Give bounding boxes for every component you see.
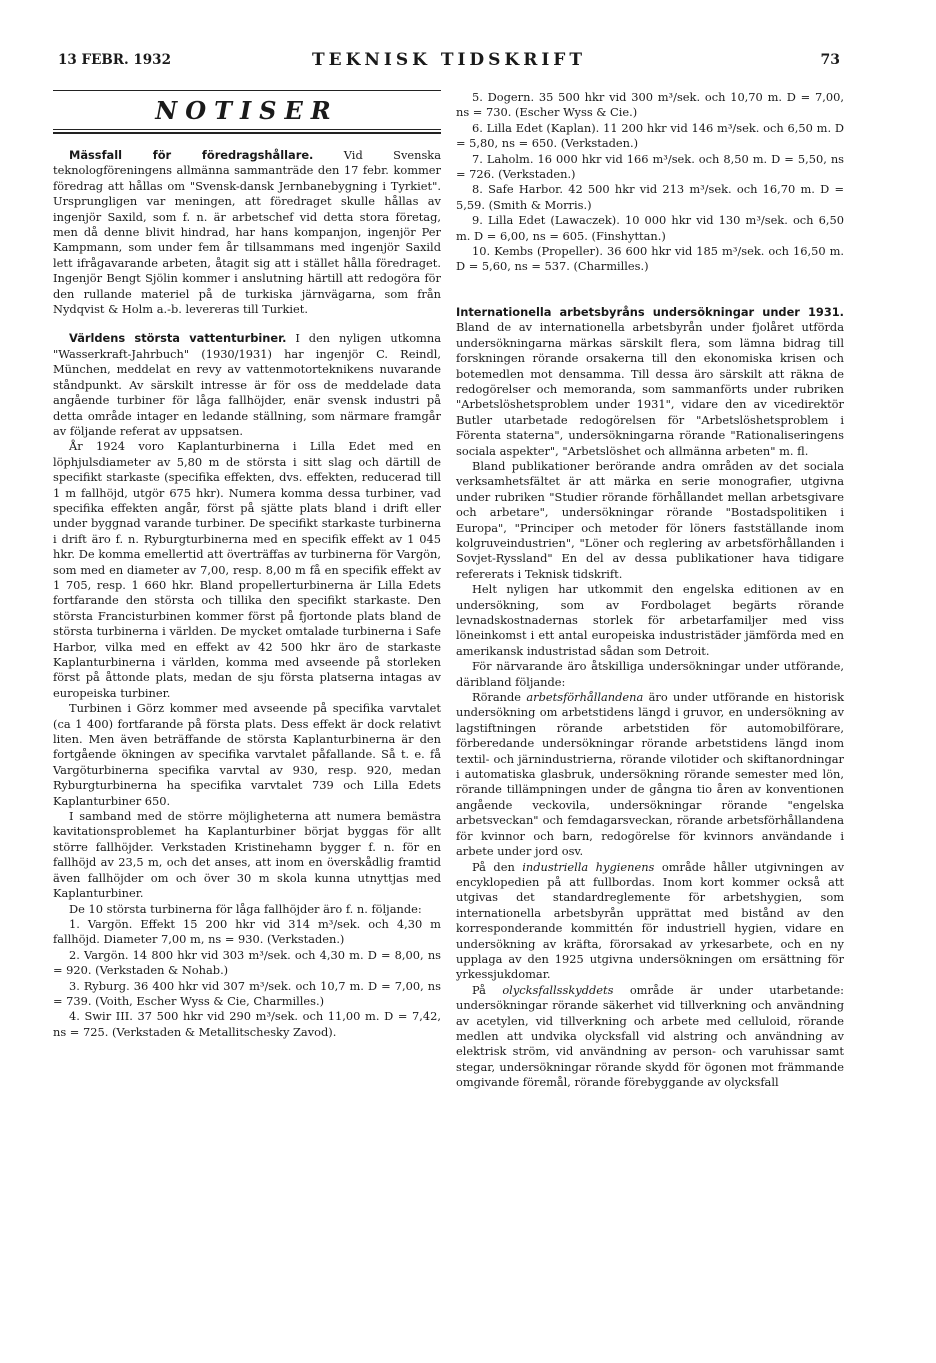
emphasis: olycksfallsskyddets bbox=[502, 982, 614, 997]
page-number: 73 bbox=[820, 52, 840, 68]
turbine-list-continued bbox=[456, 90, 844, 275]
paragraph bbox=[456, 860, 844, 983]
article-intro: I den nyligen utkomna "Wasserkraft-Jahrbuch" (1930/1931) har ingenjör C. Reindl, München, meddelat en revy av vattenmotorteknikens nuvarande ståndpunkt. Av särskilt intresse är för oss de meddelade data angående turbiner för låga fallhöjder, enär svensk industri på detta område intager en ledande ställning, som närmare framgår av följande referat av uppsatsen. bbox=[53, 331, 441, 438]
section-title: NOTISER bbox=[155, 96, 339, 125]
article-body: Bland de av internationella arbetsbyrån under fjolåret utförda undersökningarna märkas särskilt flera, som lämna bidrag till forskningen rörande orsakerna till den ekonomiska krisen och botemedlen mot densamma. Till dessa äro särskilt att räkna de redogörelser och memoranda, som sammanförts under rubriken "Arbetslöshetsproblem under 1931", vidare den av vicedirektör Butler utarbetade redogörelsen för "Arbetslöshetsproblem i Förenta staterna", undersökningarna rörande "Rationaliseringens sociala aspekter", "Arbetslöshet och allmänna arbeten" m. fl. bbox=[456, 320, 844, 458]
emphasis: arbetsförhållandena bbox=[526, 690, 644, 705]
turbine-list-item: 8. Safe Harbor. 42 500 hkr vid 213 m³/sek. och 16,70 m. D = 5,59. (Smith & Morris.) bbox=[456, 182, 844, 212]
paragraph: År 1924 voro Kaplanturbinerna i Lilla Edet med en löphjulsdiameter av 5,80 m de största i sitt slag och därtill de specifikt starkaste (specifika effekten, dvs. effekten, reducerad till 1 m fallhöjd, utgör 675 hkr). Numera komma dessa turbiner, vad specifika effekten angår, först på sjätte plats bland i drift eller under byggnad varande turbiner. De specifikt starkaste turbinerna i drift äro f. n. Ryburgturbinerna med en specifik effekt av 1 045 hkr. De komma emellertid att överträffas av turbinerna för Vargön, som med en diameter av 7,00, resp. 8,00 m få en specifik effekt av 1 705, resp. 1 660 hkr. Bland propellerturbinerna är Lilla Edets fortfarande den största och tillika den specifikt starkaste. Den största Francisturbinen kommer först på fjortonde plats bland de största turbinerna i världen. De mycket omtalade turbinerna i Safe Harbor, vilka med en effekt av 42 500 hkr äro de starkaste Kaplanturbinerna i världen, komma med avseende på storleken först på åttonde plats, medan de sju första platserna intagas av europeiska turbiner. bbox=[53, 439, 441, 700]
text: På bbox=[472, 982, 503, 997]
rule-bottom-thick bbox=[53, 132, 441, 134]
turbine-list-item: 6. Lilla Edet (Kaplan). 11 200 hkr vid 146 m³/sek. och 6,50 m. D = 5,80, ns = 650. (Verkstaden.) bbox=[456, 120, 844, 151]
paragraph: Bland publikationer berörande andra områden av det sociala verksamhetsfältet är att märka en serie monografier, utgivna under rubriken "Studier rörande förhållandet mellan arbetsgivare och arbetare", undersökningar rörande "Bostadspolitiken i Europa", "Principer och metoder för löners fastställande inom kolgruveindustrien", "Löner och reglering av arbetsförhållanden i Sovjet-Ryssland" En del av dessa publikationer hava tidigare refererats i Teknisk tidskrift. bbox=[456, 458, 844, 581]
emphasis: industriella hygienens bbox=[522, 859, 655, 874]
article-body: Vid Svenska teknologföreningens allmänna sammanträde den 17 febr. kommer föredrag att hållas om "Svensk-dansk Jernbanebygning i Tyrkiet". Ursprungligen var meningen, att föredraget skulle hållas av ingenjör Saxild, som f. n. är arbetschef vid detta stora företag, men då denne blivit hindrad, har hans kompanjon, ingenjör Per Kampmann, som under fem år tillsammans med ingenjör Saxild lett ifrågavarande arbeten, åtagit sig att i stället hålla föredraget. Ingenjör Bengt Sjölin kommer i anslutning härtill att redogöra för den rullande materiel på de turkiska järnvägarna, som från Nydqvist & Holm a.-b. levereras till Turkiet. bbox=[53, 148, 441, 317]
article-arbetsbyra bbox=[456, 305, 844, 1091]
turbine-list-item: 3. Ryburg. 36 400 hkr vid 307 m³/sek. och 10,7 m. D = 7,00, ns = 739. (Voith, Escher Wyss & Cie, Charmilles.) bbox=[53, 978, 441, 1008]
issue-date: 13 FEBR. 1932 bbox=[58, 52, 171, 68]
article-massfall bbox=[53, 148, 441, 317]
paragraph: I samband med de större möjligheterna att numera bemästra kavitationsproblemet ha Kaplanturbiner börjat byggas för allt större fallhöjder. Verkstaden Kristinehamn bygger f. n. för en fallhöjd av 23,5 m, och det anses, att inom en överskådlig framtid även fallhöjder om och över 30 m skola kunna utnyttjas med Kaplanturbiner. bbox=[53, 809, 441, 901]
journal-title: TEKNISK TIDSKRIFT bbox=[311, 50, 587, 70]
text: område håller utgivningen av encyklopedien på att fullbordas. Inom kort kommer också att utgivas det standardreglemente för arbetshygien, som internationella arbetsbyrån upprättat med bistånd av den korresponderande kommittén för industriell hygien, vidare en undersökning av kräfta, förorsakad av yrkesarbete, och en ny upplaga av den 1925 utgivna undersökningen om ersättning för yrkessjukdomar. bbox=[456, 859, 845, 982]
text: På den bbox=[472, 859, 523, 874]
left-column bbox=[53, 90, 441, 1054]
turbine-list-item: 2. Vargön. 14 800 hkr vid 303 m³/sek. och 4,30 m. D = 8,00, ns = 920. (Verkstaden & Nohab.) bbox=[53, 947, 441, 978]
text: område är under utarbetande: undersökningar rörande säkerhet vid tillverkning och användning av acetylen, vid tillverkning och arbete med celluloid, rörande medlen att undvika olycksfall vid alstring och användning av elektrisk ström, vid användning av person- och varuhissar samt stegar, undersökningar rörande skydd för ögonen mot främmande omgivande föremål, rörande förebyggande av olycksfall bbox=[456, 982, 844, 1090]
article-title: Mässfall för föredragshållare. bbox=[69, 148, 314, 162]
text: äro under utförande en historisk undersökning om arbetstidens längd i gruvor, en undersökning av lagstiftningen rörande arbetstiden för automobilförare, förberedande undersökningar rörande arbetstidens längd inom textil- och järnindustrierna, rörande vilotider och skiftanordningar i automatiska glasbruk, undersökning rörande semester med lön, rörande tillämpningen under de gångna tio åren av konventionen angående veckovila, undersökningar rörande "engelska arbetsveckan" och femdagarsveckan, rörande arbetsförhållandena för kvinnor och barn, redogörelse för kvinnors användande i arbete under jord osv. bbox=[456, 690, 844, 859]
turbine-list-item: 4. Swir III. 37 500 hkr vid 290 m³/sek. och 11,00 m. D = 7,42, ns = 725. (Verkstaden & Metallitschesky Zavod). bbox=[53, 1009, 441, 1039]
paragraph: De 10 största turbinerna för låga fallhöjder äro f. n. följande: bbox=[69, 901, 422, 916]
turbine-list-item: 9. Lilla Edet (Lawaczek). 10 000 hkr vid 130 m³/sek. och 6,50 m. D = 6,00, ns = 605. (Finshyttan.) bbox=[456, 213, 844, 243]
section-title-block bbox=[53, 90, 441, 134]
turbine-list-item: 1. Vargön. Effekt 15 200 hkr vid 314 m³/sek. och 4,30 m fallhöjd. Diameter 7,00 m, ns = 930. (Verkstaden.) bbox=[53, 916, 441, 947]
paragraph: Turbinen i Görz kommer med avseende på specifika varvtalet (ca 1 400) fortfarande på första plats. Dess effekt är dock relativt liten. Men även beträffande de största Kaplanturbinerna är den fortgående ökningen av specifika varvtalet påfallande. Så t. e. få Vargöturbinerna specifika varvtal av 930, resp. 920, medan Ryburgturbinerna ha specifika varvtalet 739 och Lilla Edets Kaplanturbiner 650. bbox=[53, 701, 441, 808]
page-header bbox=[58, 50, 840, 74]
paragraph: Helt nyligen har utkommit den engelska editionen av en undersökning, som av Fordbolaget begärts rörande levnadskostnadernas storlek för arbetarfamiljer med viss löneinkomst i ett antal europeiska industristäder jämförda med en amerikansk industristad sådan som Detroit. bbox=[456, 582, 844, 658]
article-title: Internationella arbetsbyråns undersökningar under 1931. bbox=[456, 304, 844, 319]
turbine-list-item: 5. Dogern. 35 500 hkr vid 300 m³/sek. och 10,70 m. D = 7,00, ns = 730. (Escher Wyss & Cie.) bbox=[456, 90, 844, 120]
rule-bottom bbox=[53, 129, 441, 130]
turbine-list-item: 7. Laholm. 16 000 hkr vid 166 m³/sek. och 8,50 m. D = 5,50, ns = 726. (Verkstaden.) bbox=[456, 151, 844, 182]
article-title: Världens största vattenturbiner. bbox=[69, 331, 287, 346]
paragraph: För närvarande äro åtskilliga undersökningar under utförande, däribland följande: bbox=[456, 659, 844, 689]
paragraph bbox=[456, 983, 844, 1091]
turbine-list-item: 10. Kembs (Propeller). 36 600 hkr vid 185 m³/sek. och 16,50 m. D = 5,60, ns = 537. (Charmilles.) bbox=[456, 244, 844, 274]
paragraph bbox=[456, 690, 844, 859]
right-column bbox=[456, 90, 844, 1105]
text: Rörande bbox=[472, 690, 527, 705]
article-turbiner bbox=[53, 331, 441, 1040]
